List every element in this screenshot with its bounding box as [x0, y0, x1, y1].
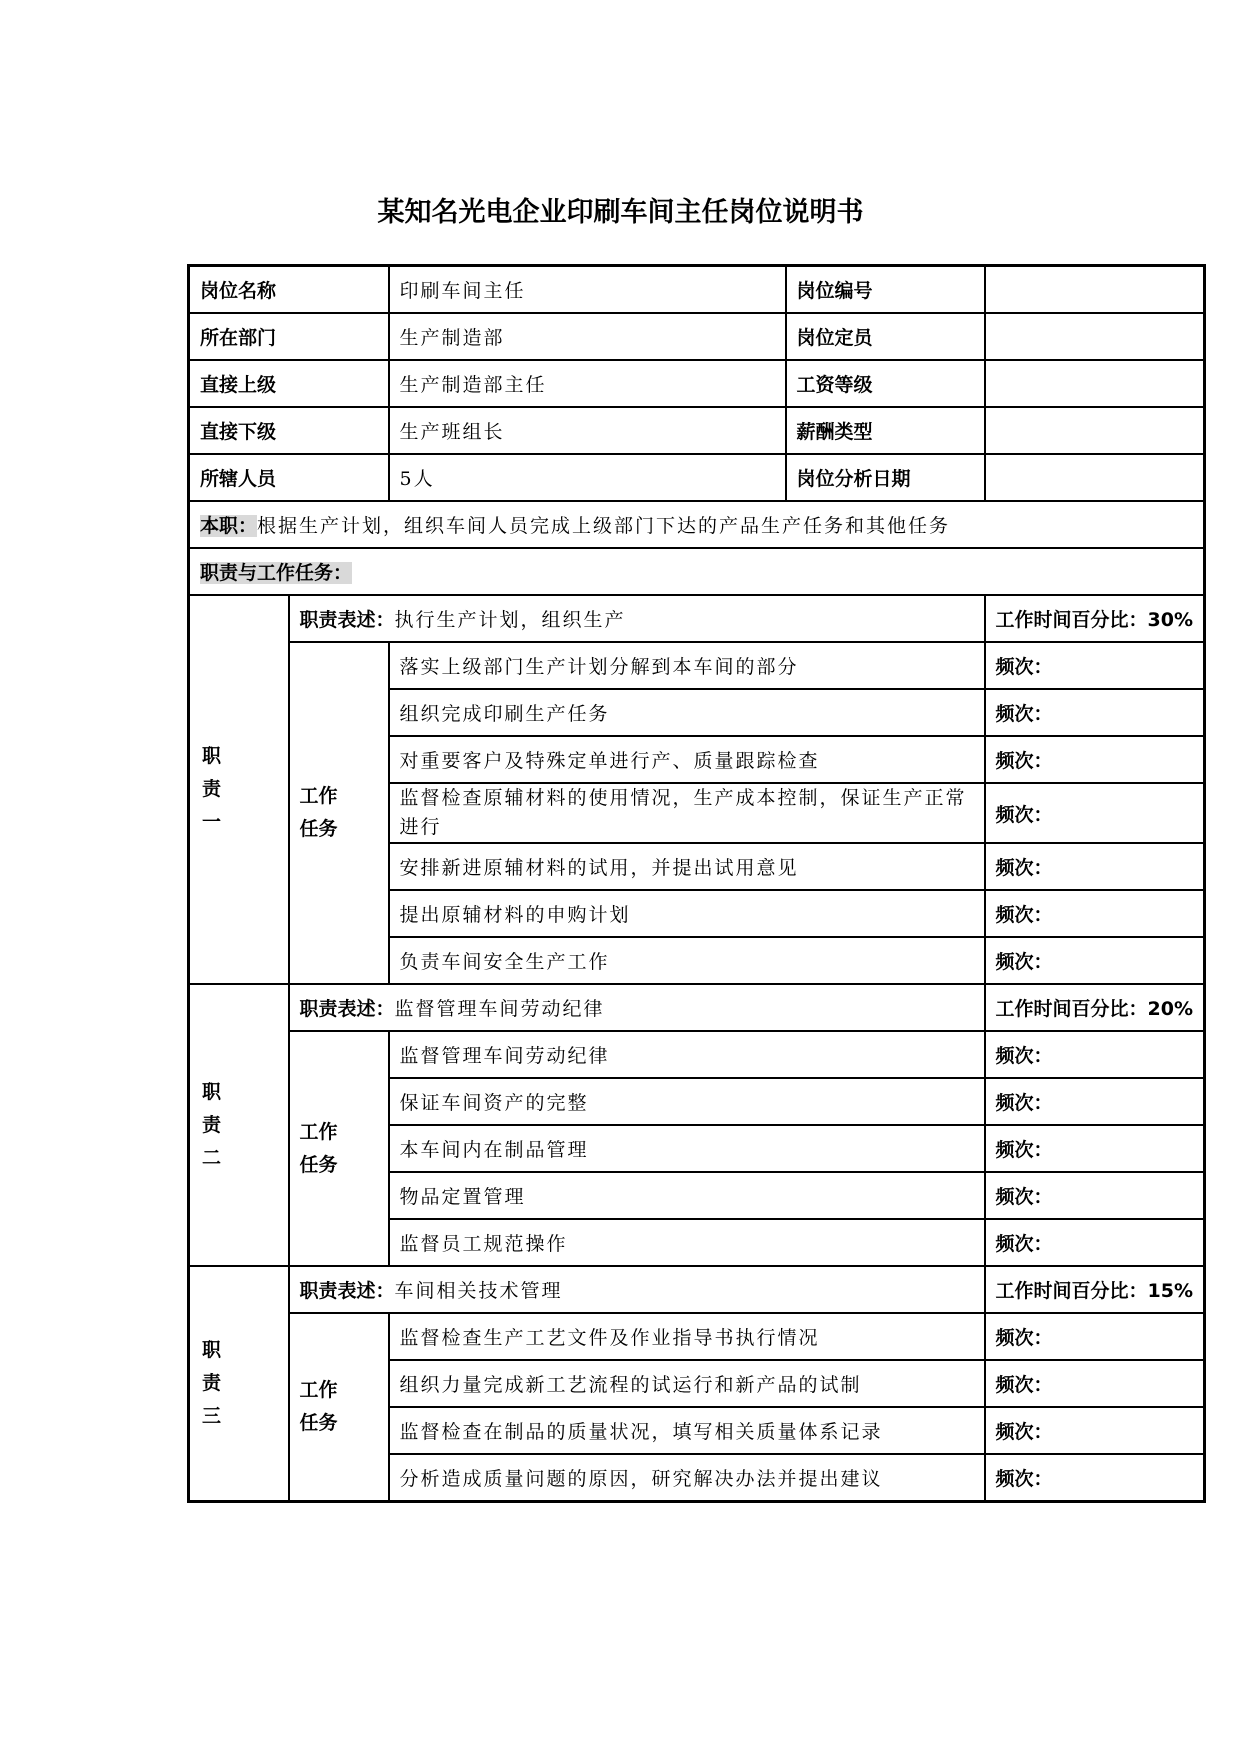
duty-name: 职 责 二 [189, 984, 289, 1266]
task-text: 监督员工规范操作 [389, 1219, 985, 1266]
frequency-label: 频次： [985, 1454, 1205, 1502]
frequency-label: 频次： [985, 1172, 1205, 1219]
task-text: 组织完成印刷生产任务 [389, 689, 985, 736]
summary-label: 本职： [200, 515, 258, 537]
field-label: 所辖人员 [189, 454, 389, 501]
info-row [189, 454, 1205, 501]
field-label: 岗位分析日期 [786, 454, 985, 501]
frequency-label: 频次： [985, 783, 1205, 843]
task-text: 负责车间安全生产工作 [389, 937, 985, 984]
frequency-label: 频次： [985, 843, 1205, 890]
field-value [985, 407, 1205, 454]
field-label: 所在部门 [189, 313, 389, 360]
duty-desc: 职责表述：执行生产计划，组织生产 [289, 595, 985, 642]
task-text: 监督检查生产工艺文件及作业指导书执行情况 [389, 1313, 985, 1360]
frequency-label: 频次： [985, 689, 1205, 736]
task-text: 监督检查原辅材料的使用情况，生产成本控制，保证生产正常进行 [389, 783, 985, 843]
field-label: 直接上级 [189, 360, 389, 407]
task-text: 分析造成质量问题的原因，研究解决办法并提出建议 [389, 1454, 985, 1502]
field-label: 岗位名称 [189, 266, 389, 314]
duty-name: 职 责 三 [189, 1266, 289, 1502]
duty-desc: 职责表述：车间相关技术管理 [289, 1266, 985, 1313]
task-label: 工作 任务 [289, 642, 389, 984]
task-text: 组织力量完成新工艺流程的试运行和新产品的试制 [389, 1360, 985, 1407]
frequency-label: 频次： [985, 1078, 1205, 1125]
field-value [985, 360, 1205, 407]
duty-desc-row [189, 1266, 1205, 1313]
frequency-label: 频次： [985, 642, 1205, 689]
field-value: 印刷车间主任 [389, 266, 786, 314]
task-text: 监督管理车间劳动纪律 [389, 1031, 985, 1078]
task-text: 监督检查在制品的质量状况，填写相关质量体系记录 [389, 1407, 985, 1454]
time-percentage: 工作时间百分比：30% [985, 595, 1205, 642]
info-row [189, 266, 1205, 314]
info-row [189, 407, 1205, 454]
job-description-table [187, 264, 1206, 1503]
info-row [189, 360, 1205, 407]
frequency-label: 频次： [985, 937, 1205, 984]
field-value: 生产班组长 [389, 407, 786, 454]
duty-desc-row [189, 984, 1205, 1031]
task-row [189, 1031, 1205, 1078]
duties-header-row [189, 548, 1205, 595]
document-title: 某知名光电企业印刷车间主任岗位说明书 [377, 197, 864, 228]
task-label: 工作 任务 [289, 1031, 389, 1266]
task-text: 对重要客户及特殊定单进行产、质量跟踪检查 [389, 736, 985, 783]
field-label: 岗位定员 [786, 313, 985, 360]
field-value [985, 313, 1205, 360]
field-label: 岗位编号 [786, 266, 985, 314]
frequency-label: 频次： [985, 1313, 1205, 1360]
field-value [985, 454, 1205, 501]
duty-desc-row [189, 595, 1205, 642]
frequency-label: 频次： [985, 1031, 1205, 1078]
duties-header: 职责与工作任务： [200, 562, 353, 584]
field-label: 薪酬类型 [786, 407, 985, 454]
task-text: 物品定置管理 [389, 1172, 985, 1219]
field-label: 直接下级 [189, 407, 389, 454]
task-label: 工作 任务 [289, 1313, 389, 1502]
info-row [189, 313, 1205, 360]
summary-text: 根据生产计划，组织车间人员完成上级部门下达的产品生产任务和其他任务 [257, 515, 951, 537]
task-text: 保证车间资产的完整 [389, 1078, 985, 1125]
time-percentage: 工作时间百分比：20% [985, 984, 1205, 1031]
field-value: 5人 [389, 454, 786, 501]
task-text: 落实上级部门生产计划分解到本车间的部分 [389, 642, 985, 689]
task-row [189, 1313, 1205, 1360]
task-text: 本车间内在制品管理 [389, 1125, 985, 1172]
summary-row [189, 501, 1205, 548]
field-label: 工资等级 [786, 360, 985, 407]
frequency-label: 频次： [985, 1219, 1205, 1266]
task-row [189, 642, 1205, 689]
frequency-label: 频次： [985, 736, 1205, 783]
field-value [985, 266, 1205, 314]
duty-desc: 职责表述：监督管理车间劳动纪律 [289, 984, 985, 1031]
frequency-label: 频次： [985, 890, 1205, 937]
task-text: 安排新进原辅材料的试用，并提出试用意见 [389, 843, 985, 890]
duty-name: 职 责 一 [189, 595, 289, 984]
task-text: 提出原辅材料的申购计划 [389, 890, 985, 937]
field-value: 生产制造部 [389, 313, 786, 360]
frequency-label: 频次： [985, 1125, 1205, 1172]
frequency-label: 频次： [985, 1360, 1205, 1407]
time-percentage: 工作时间百分比：15% [985, 1266, 1205, 1313]
frequency-label: 频次： [985, 1407, 1205, 1454]
field-value: 生产制造部主任 [389, 360, 786, 407]
